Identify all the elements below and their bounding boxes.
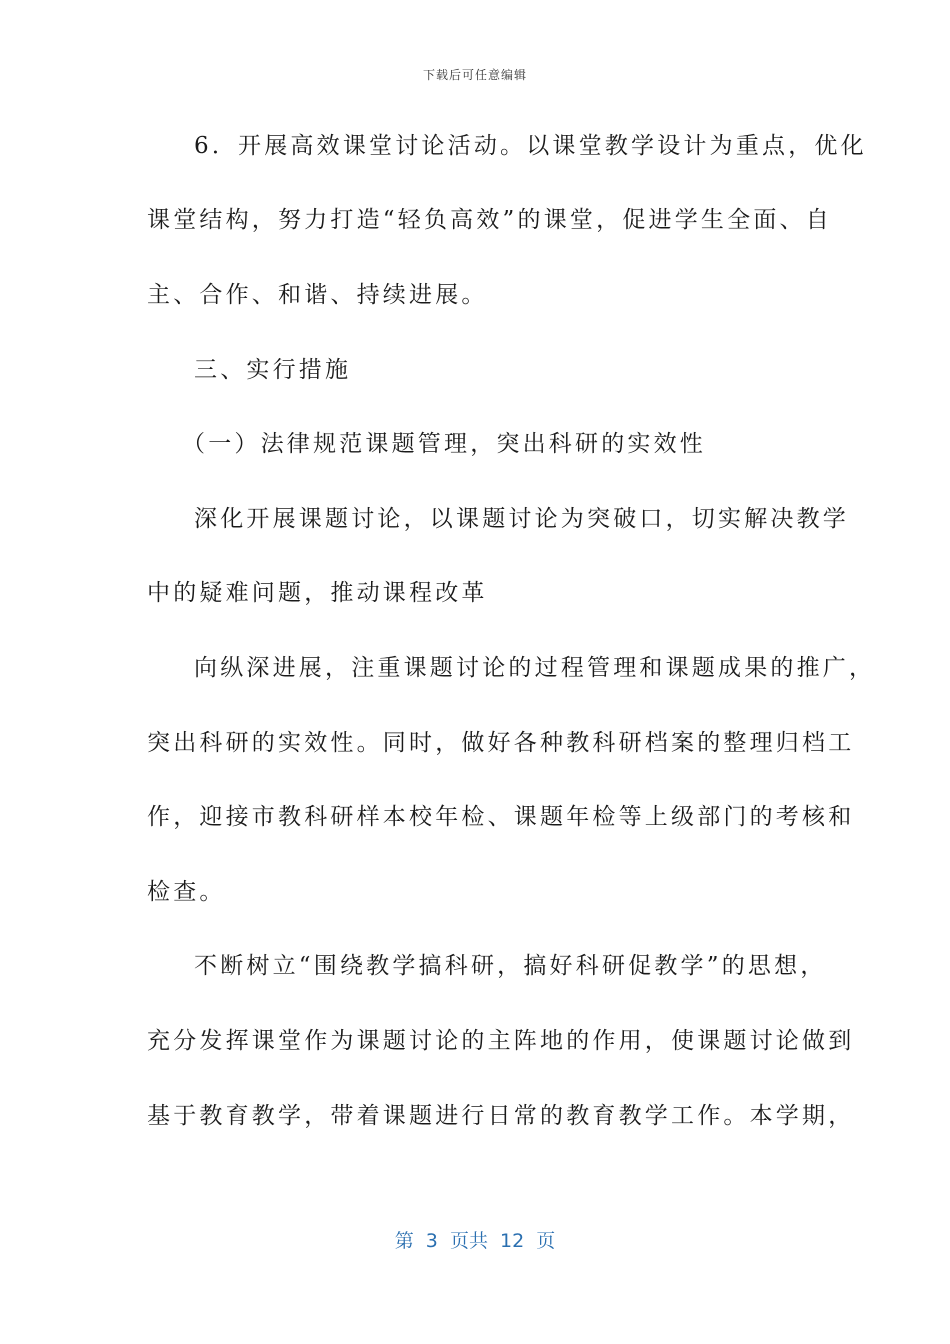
- paragraph-line: 深化开展课题讨论，以课题讨论为突破口，切实解决教学: [194, 506, 849, 532]
- paragraph-line: 6．开展高效课堂讨论活动。以课堂教学设计为重点，优化: [194, 133, 867, 159]
- section-heading: 三、实行措施: [194, 357, 352, 383]
- paragraph-line: 作，迎接市教科研样本校年检、课题年检等上级部门的考核和: [147, 804, 855, 830]
- paragraph-line: 充分发挥课堂作为课题讨论的主阵地的作用，使课题讨论做到: [147, 1028, 855, 1054]
- subsection-heading: （一）法律规范课题管理，突出科研的实效性: [182, 431, 706, 457]
- header-note: 下载后可任意编辑: [422, 68, 527, 82]
- paragraph-line: 不断树立“围绕教学搞科研，搞好科研促教学”的思想，: [194, 953, 827, 979]
- paragraph-line: 检查。: [147, 879, 226, 905]
- paragraph-line: 课堂结构，努力打造“轻负高效”的课堂，促进学生全面、自: [147, 207, 832, 233]
- paragraph-line: 主、合作、和谐、持续进展。: [147, 282, 488, 308]
- paragraph-line: 突出科研的实效性。同时，做好各种教科研档案的整理归档工: [147, 730, 855, 756]
- paragraph-line: 基于教育教学，带着课题进行日常的教育教学工作。本学期，: [147, 1103, 855, 1129]
- paragraph-line: 中的疑难问题，推动课程改革: [147, 580, 488, 606]
- page-number: 第 3 页共 12 页: [394, 1230, 556, 1252]
- paragraph-line: 向纵深进展，注重课题讨论的过程管理和课题成果的推广，: [194, 655, 876, 681]
